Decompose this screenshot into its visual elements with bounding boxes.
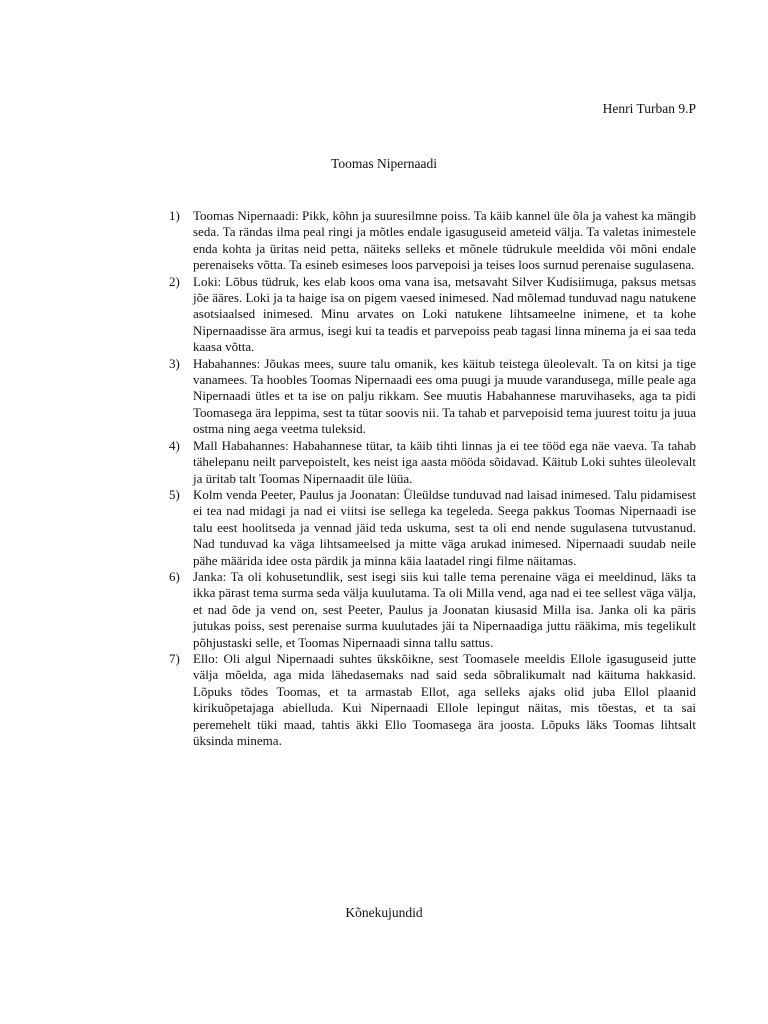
list-item — [169, 438, 696, 487]
list-item-number: 3) — [169, 355, 180, 371]
list-item-number: 4) — [169, 437, 180, 453]
list-item-text: Habahannes: Jõukas mees, suure talu omanik, kes käitub teistega üleolevalt. Ta on kitsi ja tige vanamees. Ta hoobles Toomas Nipernaadi ees oma puugi ja muude varandusega, mille peale aga Nipernaadi ütles et ta ise on palju rikkam. See muutis Habahannese maruvihaseks, aga ta pidi Toomasega ära leppima, sest ta tütar soovis nii. Ta tahab et parvepoisid tema juurest toitu ja juua ostma ning aega veetma tuleksid. — [193, 355, 696, 437]
list-item — [169, 487, 696, 569]
list-item — [169, 356, 696, 438]
list-item — [169, 208, 696, 274]
list-item-number: 2) — [169, 273, 180, 289]
section-heading: Kõnekujundid — [345, 905, 423, 920]
list-item-text: Loki: Lõbus tüdruk, kes elab koos oma vana isa, metsavaht Silver Kudisiimuga, paksus metsas jõe ääres. Loki ja ta haige isa on pigem vaesed inimesed. Nad mõlemad tunduvad nagu natukene asotsiaalsed inimesed. Minu arvates on Loki natukene lihtsameelne inimene, et ta kohe Nipernaadisse ära armus, isegi kui ta teadis et parvepoiss peab tagasi linna minema ja ei saa teda kaasa võtta. — [193, 273, 696, 355]
author-line: Henri Turban 9.P — [602, 101, 696, 116]
list-item-number: 7) — [169, 650, 180, 666]
list-item-number: 1) — [169, 208, 180, 223]
list-item-text: Kolm venda Peeter, Paulus ja Joonatan: Üleüldse tunduvad nad laisad inimesed. Talu pidamisest ei tea nad midagi ja nad ei viitsi ise sellega ka tegeleda. Seega pakkus Toomas Nipernaadi ise talu eest hoolitseda ja vennad jäid teda uskuma, sest ta oli end nende sugulasena tutvustanud. Nad tunduvad ka väga lihtsameelsed ja mitte väga arukad inimesed. Nipernaadi suudab neile pähe määrida idee osta pärdik ja minna käia laatadel ringi filme näitamas. — [193, 486, 696, 568]
list-item-number: 6) — [169, 568, 180, 584]
list-item-text: Mall Habahannes: Habahannese tütar, ta käib tihti linnas ja ei tee tööd ega näe vaeva. Ta tahab tähelepanu neilt parvepoistelt, kes neist iga aasta mööda sõidavad. Käitub Loki suhtes üleolevalt ja üritab talt Toomas Nipernaadit üle lüüa. — [193, 437, 696, 486]
list-item-text: Ello: Oli algul Nipernaadi suhtes ükskõikne, sest Toomasele meeldis Ellole igasuguseid jutte välja mõelda, aga mida lähedasemaks nad said seda sõbralikumalt nad käituma hakkasid. Lõpuks tõdes Toomas, et ta armastab Ellot, aga selleks ajaks olid juba Ellol plaanid kirikuõpetajaga abielluda. Kui Nipernaadi Ellole lepingut näitas, mis tõestas, et ta sai peremehelt tüki maad, tahtis äkki Ello Toomasega ära joosta. Lõpuks läks Toomas lihtsalt üksinda minema. — [193, 650, 696, 748]
list-item-text: Janka: Ta oli kohusetundlik, sest isegi siis kui talle tema perenaine väga ei meeldinud, läks ta ikka pärast tema surma seda välja kuulutama. Ta oli Milla vend, aga nad ei tee sellest väga välja, et nad õde ja vend on, sest Peeter, Paulus ja Joonatan kiusasid Milla isa. Janka oli ka päris jutukas poiss, sest perenaise surma kuulutades jäi ta Nipernaadiga juttu rääkima, mis tegelikult põhjustaski selle, et Toomas Nipernaadi sinna tallu sattus. — [193, 568, 696, 650]
list-item-number: 5) — [169, 486, 180, 502]
list-item — [169, 569, 696, 651]
list-item — [169, 651, 696, 749]
document-title: Toomas Nipernaadi — [331, 156, 437, 171]
list-item-text: Toomas Nipernaadi: Pikk, kõhn ja suuresilmne poiss. Ta käib kannel üle õla ja vahest ka mängib seda. Ta rändas ilma peal ringi ja mõtles endale igasuguseid ameteid välja. Ta valetas inimestele enda kohta ja üritas neid petta, näiteks selleks et mõnele tüdrukule meeldida või mõni endale perenaiseks võtta. Ta esineb esimeses loos parvepoisi ja teises loos surnud perenaise sugulasena. — [193, 208, 696, 273]
list-item — [169, 274, 696, 356]
character-list — [169, 208, 696, 749]
